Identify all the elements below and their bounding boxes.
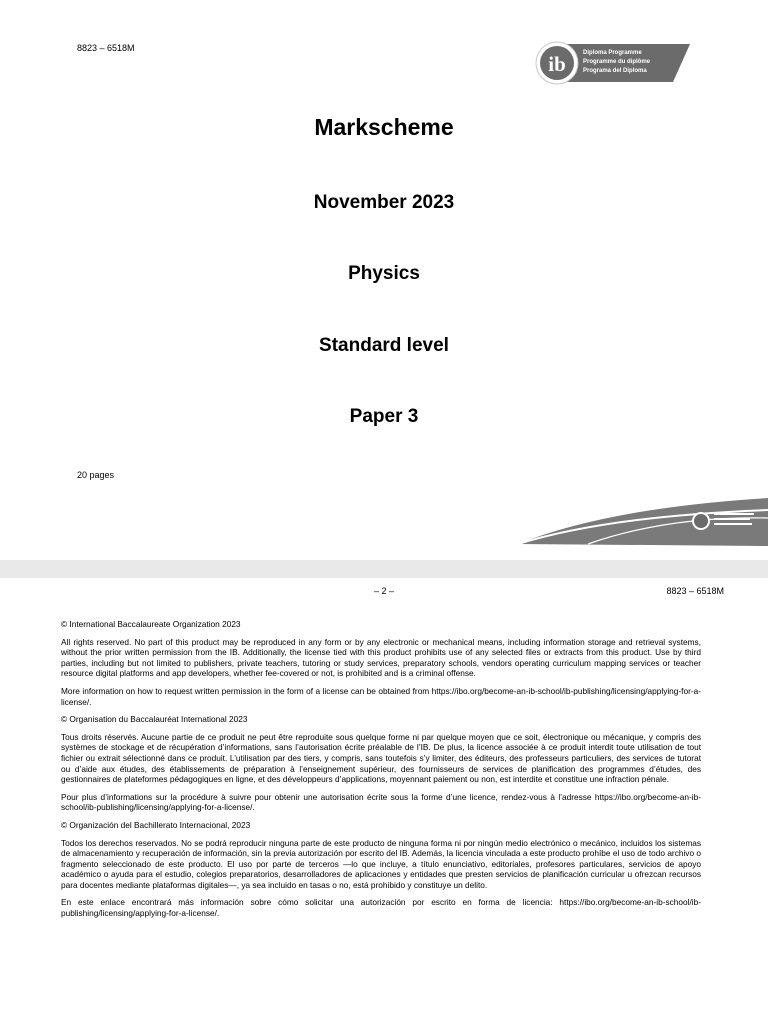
- copyright-es: © Organización del Bachillerato Internacional, 2023: [61, 819, 251, 830]
- more-info-en: More information on how to request written permission in the form of a license can be obtained from https://ibo.org/become-an-ib-school/ib-publishing/licensing/applying-for-a-license/.: [61, 685, 701, 707]
- paper-code-header: 8823 – 6518M: [666, 586, 724, 596]
- exam-session: November 2023: [313, 192, 455, 213]
- copyright-body: [61, 619, 701, 926]
- copyright-page: [0, 578, 768, 1024]
- logo-line-fr: Programme du diplôme: [583, 59, 651, 65]
- ib-diploma-logo: [533, 40, 691, 86]
- paper-code: 8823 – 6518M: [77, 43, 135, 53]
- copyright-en: © International Baccalaureate Organization 2023: [61, 619, 241, 629]
- logo-line-en: Diploma Programme: [583, 50, 642, 56]
- page-number: – 2 –: [373, 586, 395, 596]
- more-info-fr: Pour plus d’informations sur la procédure à suivre pour obtenir une autorisation écrite sous la forme d’une licence, rendez-vous à l’adresse https://ibo.org/become-an-ib-school/ib-publishing/licensing/applying-for-a-license/.: [61, 791, 701, 813]
- more-info-es: En este enlace encontrará más información sobre cómo solicitar una autorización por escrito en forma de licencia: https://ibo.org/become-an-ib-school/ib-publishing/licensing/applying-for-a-license/.: [61, 897, 701, 919]
- page-separator: [0, 560, 768, 578]
- level: Standard level: [319, 335, 449, 356]
- subject: Physics: [348, 263, 420, 284]
- rights-en: All rights reserved. No part of this product may be reproduced in any form or by any electronic or mechanical means, including information storage and retrieval systems, without the prior written permission from the IB. Additionally, the license tied with this product prohibits use of any selected files or extracts from this product. Use by third parties, including but not limited to publishers, private teachers, tutoring or study services, preparatory schools, vendors operating curriculum mapping services or teacher resource digital platforms and app developers, whether fee-covered or not, is prohibited and is a criminal offense.: [61, 636, 701, 679]
- ib-swoosh-graphic: [518, 494, 768, 546]
- copyright-fr: © Organisation du Baccalauréat International 2023: [61, 714, 248, 725]
- rights-es: Todos los derechos reservados. No se podrá reproducir ninguna parte de este producto de ninguna forma ni por ningún medio electrónico o mecánico, incluidos los sistemas de almacenamiento y recuperación de información, sin la previa autorización por escrito del IB. Además, la licencia vinculada a este producto prohíbe el uso de todo archivo o fragmento seleccionado de este producto. El uso por parte de terceros —lo que incluye, a título enunciativo, editoriales, profesores particulares, servicios de apoyo académico o ayuda para el estudio, colegios preparatorios, desarrolladores de aplicaciones y entidades que presten servicios de planificación curricular u ofrezcan recursos para docentes mediante plataformas digitales—, ya sea incluido en tasas o no, está prohibido y constituye un delito.: [61, 837, 701, 890]
- rights-fr: Tous droits réservés. Aucune partie de ce produit ne peut être reproduite sous quelque forme ni par quelque moyen que ce soit, électronique ou mécanique, y compris des systèmes de stockage et de récupération d’informations, sans l’autorisation écrite préalable de l’IB. De plus, la licence associée à ce produit interdit toute utilisation de tout fichier ou extrait sélectionné dans ce produit. L’utilisation par des tiers, y compris, sans toutefois s’y limiter, des éditeurs, des professeurs particuliers, des services de tutorat ou d’aide aux études, des établissements de préparation à l’enseignement supérieur, des fournisseurs de services de planification des programmes d’études, des gestionnaires de plateformes pédagogiques en ligne, et des développeurs d’applications, moyennant paiement ou non, est interdite et constitue une infraction pénale.: [61, 731, 701, 785]
- paper-number: Paper 3: [349, 406, 419, 427]
- logo-line-es: Programa del Diploma: [583, 68, 647, 74]
- page-count: 20 pages: [77, 470, 115, 480]
- svg-text:ib: ib: [548, 52, 566, 76]
- document-title: Markscheme: [314, 114, 454, 140]
